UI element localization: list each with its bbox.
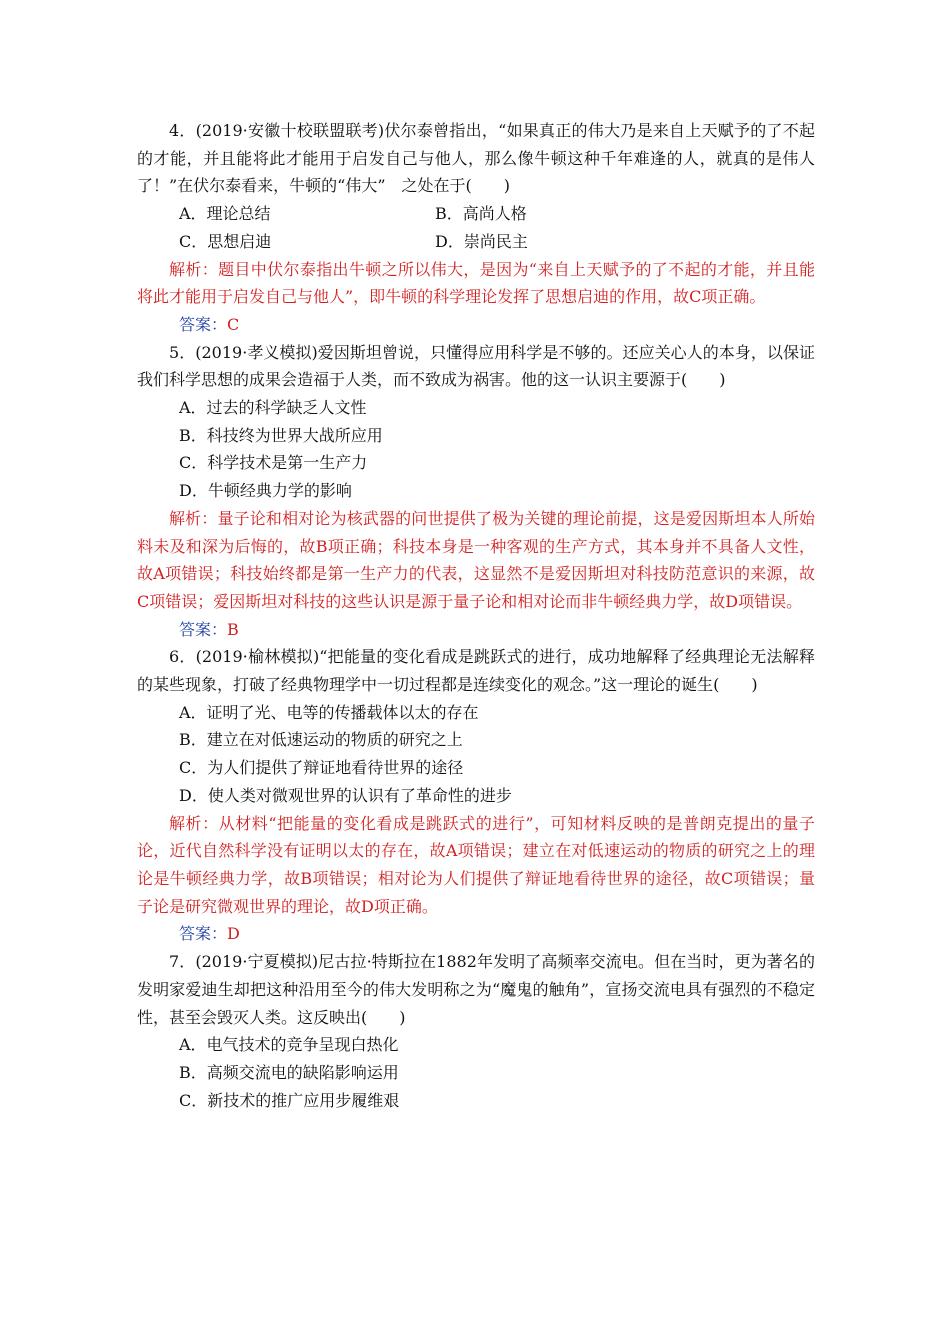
- option-d: D．牛顿经典力学的影响: [179, 481, 352, 501]
- answer: [137, 920, 815, 948]
- answer-value: B: [227, 619, 239, 639]
- question-stem: 6．(2019·榆林模拟)“把能量的变化看成是跳跃式的进行，成功地解释了经典理论无法解释的某些现象，打破了经典物理学中一切过程都是连续变化的观念。”这一理论的诞生( ): [137, 647, 815, 695]
- option-b: B．高尚人格: [435, 204, 527, 224]
- question-stem: 5．(2019·孝义模拟)爱因斯坦曾说，只懂得应用科学是不够的。还应关心人的本身，以保证我们科学思想的成果会造福于人类，而不致成为祸害。他的这一认识主要源于( ): [137, 342, 815, 390]
- question-list: [137, 117, 815, 1114]
- option-b: B．高频交流电的缺陷影响运用: [179, 1062, 399, 1082]
- analysis: 解析：题目中伏尔泰指出牛顿之所以伟大，是因为“来自上天赋予的了不起的才能，并且能将此才能用于启发自己与他人”，即牛顿的科学理论发挥了思想启迪的作用，故C项正确。: [137, 259, 815, 307]
- analysis: 解析：从材料“把能量的变化看成是跳跃式的进行”，可知材料反映的是普朗克提出的量子论，近代自然科学没有证明以太的存在，故A项错误；建立在对低速运动的物质的研究之上的理论是牛顿经典力学，故B项错误；相对论为人们提供了辩证地看待世界的途径，故C项错误；量子论是研究微观世界的理论，故D项正确。: [137, 813, 815, 916]
- answer-value: D: [227, 924, 240, 944]
- option-c: C．为人们提供了辩证地看待世界的途径: [179, 758, 464, 778]
- answer-value: C: [227, 314, 240, 334]
- options: [137, 200, 815, 255]
- option-c: C．科学技术是第一生产力: [179, 453, 368, 473]
- question-6: [137, 643, 815, 948]
- question-stem: 4．(2019·安徽十校联盟联考)伏尔泰曾指出，“如果真正的伟大乃是来自上天赋予的了不起的才能，并且能将此才能用于启发自己与他人，那么像牛顿这种千年难逢的人，就真的是伟人了！”在伏尔泰看来，牛顿的“伟大” 之处在于( ): [137, 121, 815, 196]
- option-b: B．建立在对低速运动的物质的研究之上: [179, 730, 463, 750]
- answer: [137, 311, 815, 339]
- question-4: [137, 117, 815, 339]
- option-a: A．证明了光、电等的传播载体以太的存在: [179, 702, 479, 722]
- option-c: C．思想启迪: [179, 231, 272, 251]
- answer-label: 答案：: [179, 619, 228, 639]
- question-stem: 7．(2019·宁夏模拟)尼古拉·特斯拉在1882年发明了高频率交流电。但在当时，更为著名的发明家爱迪生却把这种沿用至今的伟大发明称之为“魔鬼的触角”，宣扬交流电具有强烈的不稳定性，甚至会毁灭人类。这反映出( ): [137, 952, 815, 1027]
- option-a: A．电气技术的竞争呈现白热化: [179, 1035, 399, 1055]
- question-5: [137, 339, 815, 644]
- option-a: A．过去的科学缺乏人文性: [179, 398, 367, 418]
- question-7: [137, 948, 815, 1114]
- answer-label: 答案：: [179, 924, 228, 944]
- option-d: D．使人类对微观世界的认识有了革命性的进步: [179, 785, 512, 805]
- answer: [137, 616, 815, 644]
- option-a: A．理论总结: [179, 204, 271, 224]
- option-c: C．新技术的推广应用步履维艰: [179, 1090, 400, 1110]
- option-b: B．科技终为世界大战所应用: [179, 425, 383, 445]
- answer-label: 答案：: [179, 314, 228, 334]
- option-d: D．崇尚民主: [435, 231, 528, 251]
- analysis: 解析：量子论和相对论为核武器的问世提供了极为关键的理论前提，这是爱因斯坦本人所始料未及和深为后悔的，故B项正确；科技本身是一种客观的生产方式，其本身并不具备人文性，故A项错误；科技始终都是第一生产力的代表，这显然不是爱因斯坦对科技防范意识的来源，故C项错误；爱因斯坦对科技的这些认识是源于量子论和相对论而非牛顿经典力学，故D项错误。: [137, 508, 815, 611]
